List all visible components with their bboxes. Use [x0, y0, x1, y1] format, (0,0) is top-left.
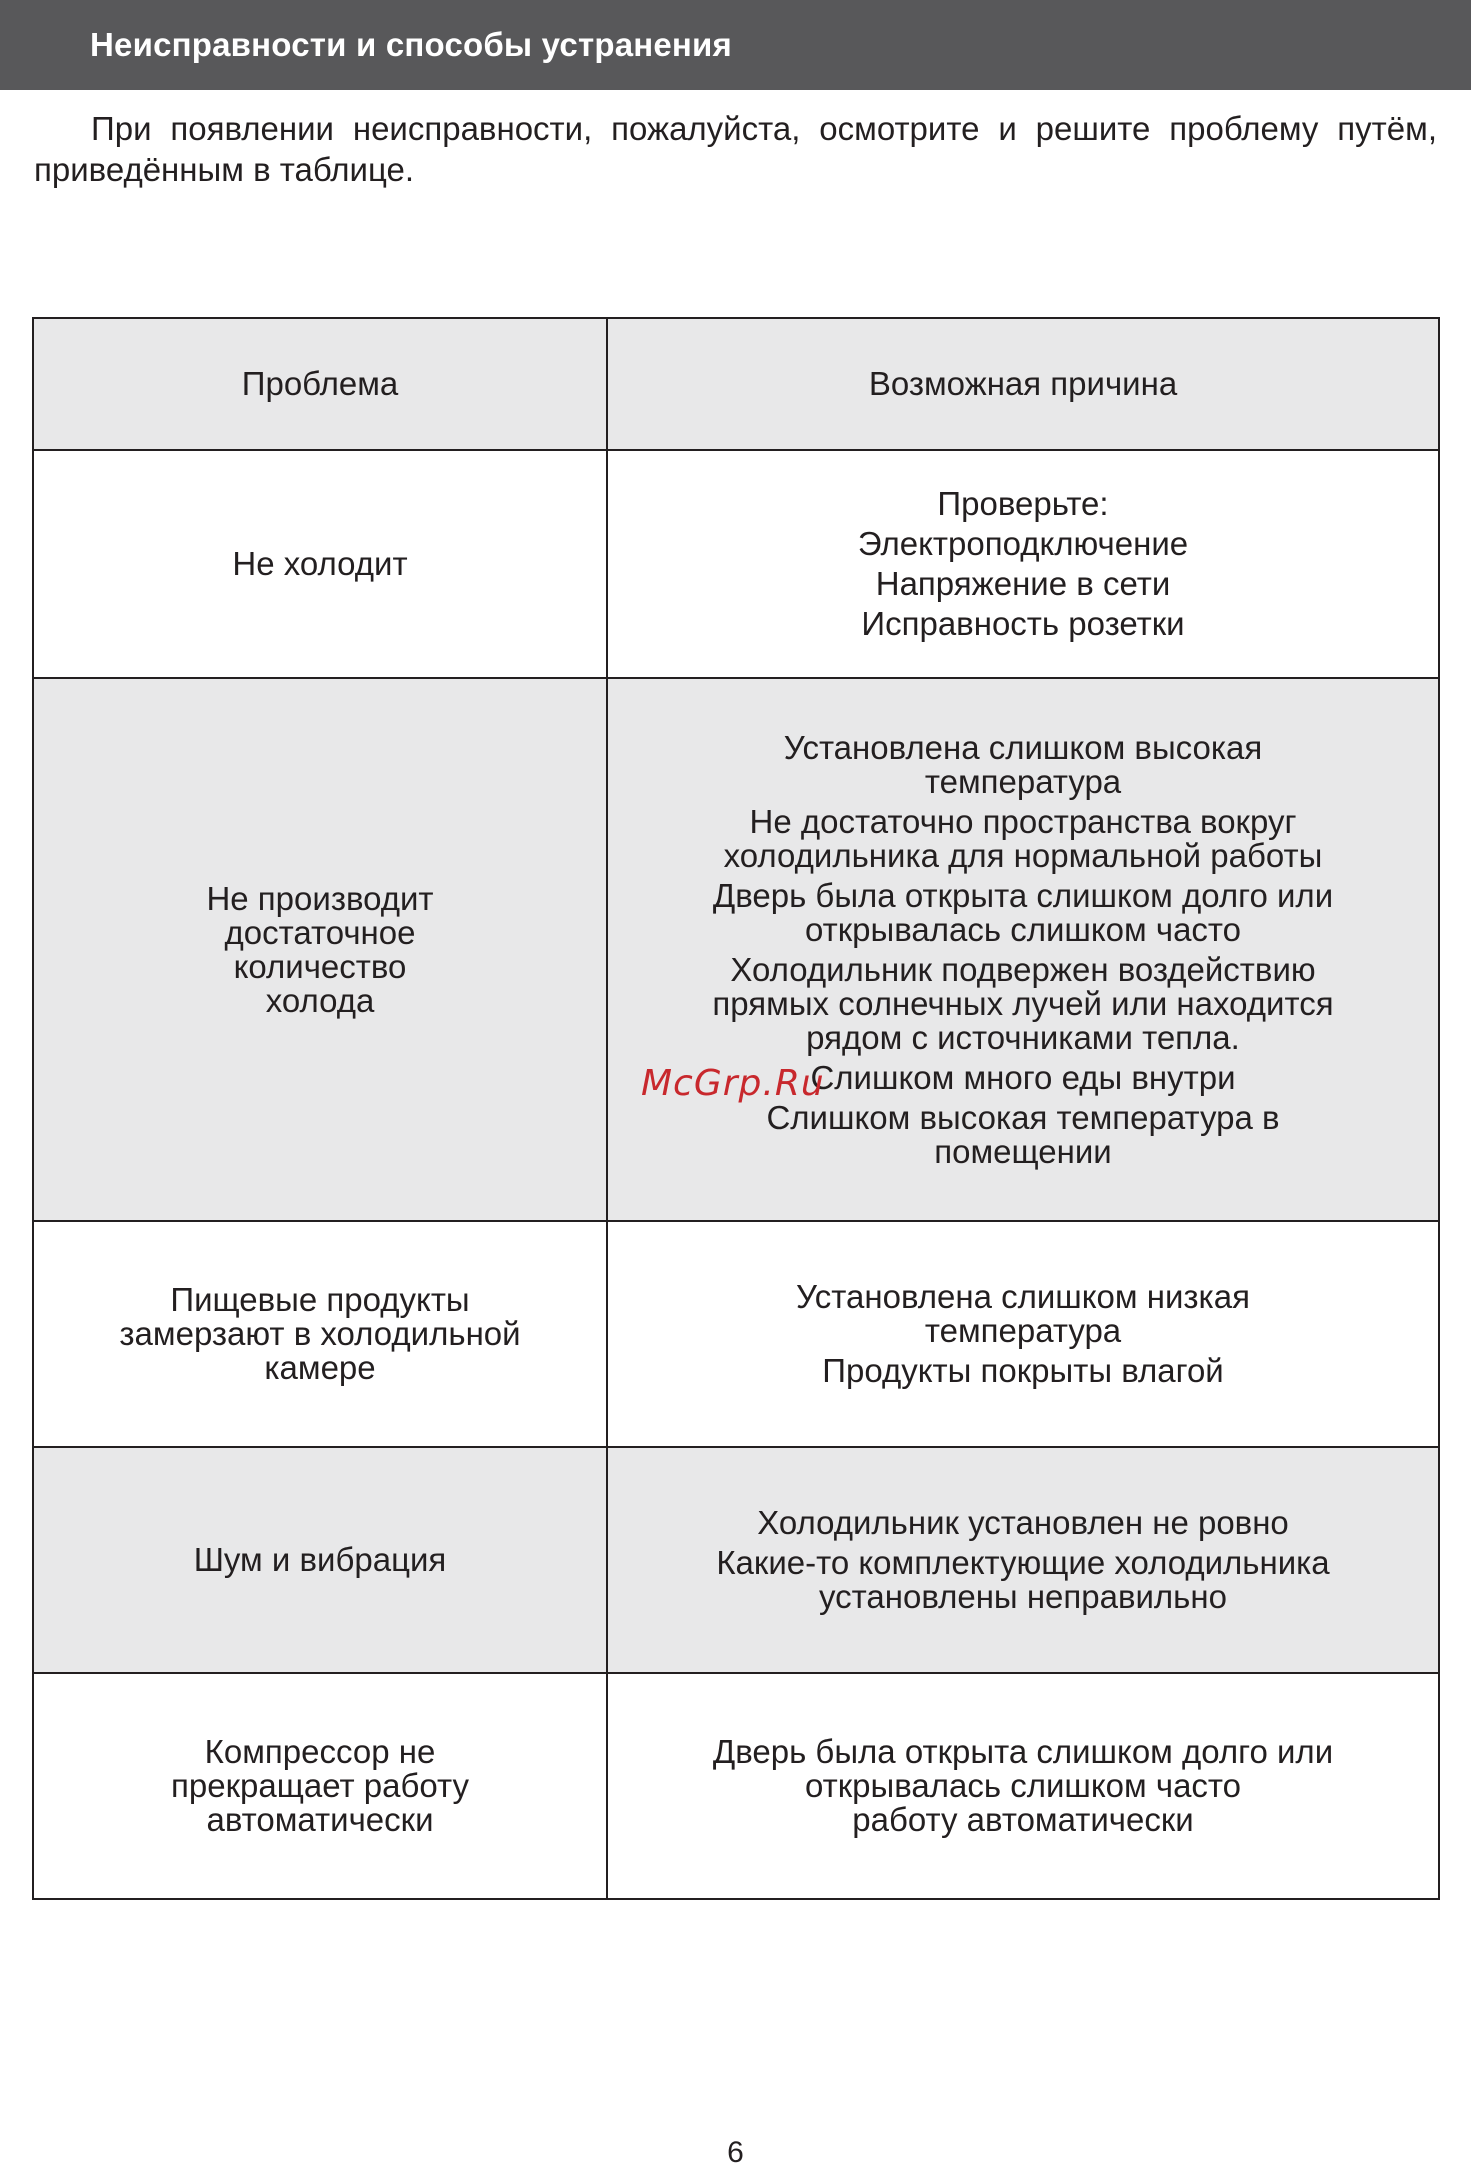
- cause-line: Дверь была открыта слишком долго или: [712, 1733, 1334, 1770]
- problem-line: замерзают в холодильной: [119, 1315, 521, 1352]
- problem-line: Компрессор не: [204, 1733, 436, 1770]
- section-title: Неисправности и способы устранения: [90, 26, 733, 63]
- cause-line: установлены неправильно: [819, 1578, 1227, 1615]
- cause-line: Холодильник установлен не ровно: [757, 1504, 1289, 1541]
- cause-line: температура: [924, 762, 1122, 800]
- cause-line: Слишком много еды внутри: [810, 1058, 1236, 1096]
- column-header-problem: Проблема: [33, 318, 607, 450]
- cause-cell: [607, 678, 1439, 1221]
- table-row: [33, 450, 1439, 678]
- problem-line: камере: [264, 1349, 376, 1386]
- cause-line: Холодильник подвержен воздействию: [730, 950, 1316, 988]
- page-number: 6: [727, 2136, 744, 2169]
- cause-line: рядом с источниками тепла.: [806, 1018, 1240, 1056]
- cause-line: Слишком высокая температура в: [766, 1098, 1280, 1136]
- problem-cell: [33, 678, 607, 1221]
- cause-line: работу автоматически: [852, 1801, 1194, 1838]
- cause-line: Установлена слишком высокая: [783, 728, 1263, 766]
- intro-paragraph: При появлении неисправности, пожалуйста, осмотрите и решите проблему путём, приведённым в таблице.: [34, 110, 1437, 188]
- cause-line: открывалась слишком часто: [804, 1767, 1242, 1804]
- cause-line: Установлена слишком низкая: [796, 1278, 1250, 1315]
- cause-line: температура: [924, 1312, 1122, 1349]
- problem-line: Пищевые продукты: [170, 1281, 470, 1318]
- problem-line: холода: [265, 981, 375, 1019]
- column-header-cause: Возможная причина: [607, 318, 1439, 450]
- problem-line: автоматически: [206, 1801, 434, 1838]
- cause-line: прямых солнечных лучей или находится: [712, 984, 1334, 1022]
- cause-line: Дверь была открыта слишком долго или: [712, 876, 1334, 914]
- troubleshooting-table: [32, 317, 1440, 1900]
- cause-line: холодильника для нормальной работы: [723, 836, 1323, 874]
- cause-cell: [607, 1447, 1439, 1673]
- problem-cell: [33, 1447, 607, 1673]
- problem-line: достаточное: [224, 913, 416, 951]
- table-header-row: [33, 318, 1439, 450]
- section-header-bar: [0, 0, 1471, 90]
- cause-line: Продукты покрыты влагой: [822, 1352, 1224, 1389]
- cause-line: Исправность розетки: [861, 605, 1185, 642]
- cause-line: Какие-то комплектующие холодильника: [716, 1544, 1330, 1581]
- cause-cell: [607, 1221, 1439, 1447]
- cause-line: Напряжение в сети: [875, 565, 1171, 602]
- cause-cell: [607, 1673, 1439, 1899]
- watermark: McGrp.Ru: [641, 1063, 825, 1104]
- problem-line: количество: [233, 947, 407, 985]
- problem-cell: [33, 1673, 607, 1899]
- problem-line: прекращает работу: [171, 1767, 469, 1804]
- cause-line: Не достаточно пространства вокруг: [749, 802, 1297, 840]
- problem-line: Не холодит: [232, 545, 408, 582]
- problem-line: Шум и вибрация: [193, 1541, 447, 1578]
- cause-line: Проверьте:: [937, 485, 1109, 522]
- cause-line: Электроподключение: [857, 525, 1189, 562]
- cause-line: открывалась слишком часто: [804, 910, 1242, 948]
- table-row: [33, 678, 1439, 1221]
- table-row: [33, 1447, 1439, 1673]
- problem-cell: [33, 450, 607, 678]
- cause-cell: [607, 450, 1439, 678]
- problem-cell: [33, 1221, 607, 1447]
- table-row: [33, 1221, 1439, 1447]
- table-row: [33, 1673, 1439, 1899]
- cause-line: помещении: [934, 1132, 1112, 1170]
- problem-line: Не производит: [206, 879, 434, 917]
